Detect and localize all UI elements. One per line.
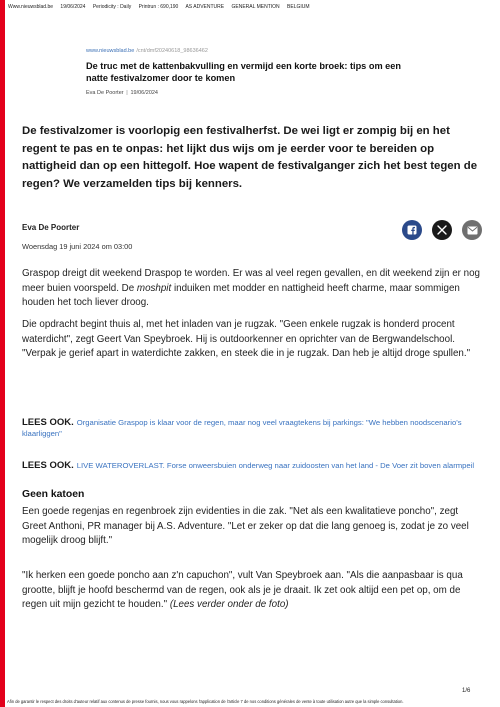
press-country: BELGIUM: [287, 4, 310, 10]
press-periodicity: Periodicity : Daily: [92, 4, 132, 10]
lees-ook-label: LEES OOK.: [22, 460, 74, 471]
mail-icon: [467, 226, 478, 235]
paragraph-4-main: "Ik herken een goede poncho aan z'n capuchon", vult Van Speybroek aan. "Als die aanpasbaar is qua grootte, blijft je hoofd beschermd van de regen, ook als je je draait. Ik zet ook altijd een pet op, om de regen uit mijn gezicht te houden.": [22, 570, 463, 611]
moshpit-italic: moshpit: [136, 282, 172, 294]
lees-ook-1: [22, 417, 482, 439]
press-date: 19/06/2024: [60, 4, 86, 10]
article-intro: De festivalzomer is voorlopig een festivalherfst. De wei ligt er zompig bij en het regent te pas en te onpas: het lijkt dus wijs om je eerder voor te bereiden op nattigheid dan op een hittegolf. Hoe wapent de festivalganger zich het best tegen de regen? We verzamelden tips bij kenners.: [22, 125, 478, 190]
paragraph-3: Een goede regenjas en regenbroek zijn evidenties in die zak. "Net als een kwalitatieve poncho", zegt Greet Anthoni, PR manager bij A.S. Adventure. "Let er zeker op dat die lang genoeg is, zodat je zo veel mogelijk droog blijft.": [22, 506, 469, 547]
legal-notice: Afin de garantir le respect des droits d'auteur relatif aux contenus de presse fournis, nous vous rappelons l'application de l'article 7 de nos conditions générales de vente à toute utilisation autre que la simple consultation.: [7, 699, 404, 704]
byline-author: Eva De Poorter: [22, 223, 80, 232]
source-article-id: /cnt/dmf20240618_98636462: [136, 48, 208, 54]
subheading: Geen katoen: [22, 489, 85, 500]
read-more-note: (Lees verder onder de foto): [169, 599, 289, 611]
share-facebook-button[interactable]: [402, 220, 422, 240]
x-icon: [437, 225, 447, 235]
paragraph-2: Die opdracht begint thuis al, met het inladen van je rugzak. "Geen enkele rugzak is honderd procent waterdicht", zegt Geert Van Speybroek. Hij is outdoorkenner en oprichter van de Bergwandelschool. "Verpak je gerief apart in waterdichte zakken, en steek die in je rugzak. Dan heb je altijd droge spullen.": [22, 319, 471, 360]
source-author: Eva De Poorter: [86, 90, 124, 96]
source-block: [86, 48, 416, 96]
press-printrun: Printrun : 690,190: [138, 4, 179, 10]
source-title: De truc met de kattenbakvulling en vermijd een korte broek: tips om een natte festivalzomer door te komen: [86, 61, 402, 83]
paragraph-1-start: Graspop dreigt dit weekend Draspop te worden. Er was al veel regen gevallen, en dit weekend zijn er nog meer buien voorspeld. De: [22, 268, 480, 294]
share-x-button[interactable]: [432, 220, 452, 240]
paragraph-1: [22, 267, 482, 311]
press-mention: GENERAL MENTION: [231, 4, 280, 10]
source-separator: ||: [125, 90, 129, 96]
left-red-bar: [0, 0, 5, 707]
source-site[interactable]: www.nieuwsblad.be: [86, 48, 135, 54]
share-mail-button[interactable]: [462, 220, 482, 240]
press-header: [8, 4, 496, 10]
paragraph-4: [22, 569, 482, 613]
facebook-icon: [406, 224, 418, 236]
press-source: Www.nieuwsblad.be: [8, 4, 54, 10]
lees-ook-2: [22, 460, 482, 471]
page-number: 1/6: [462, 688, 471, 694]
lees-ook-label: LEES OOK.: [22, 417, 74, 428]
byline-date: Woensdag 19 juni 2024 om 03:00: [22, 242, 133, 251]
lees-ook-link-graspop[interactable]: Organisatie Graspop is klaar voor de regen, maar nog veel vraagtekens bij parkings: "We hebben noodscenario's klaarliggen": [22, 418, 462, 439]
source-url[interactable]: [86, 48, 416, 54]
lees-ook-link-wateroverlast[interactable]: LIVE WATEROVERLAST. Forse onweersbuien onderweg naar zuidoosten van het land - De Voer zit boven alarmpeil: [76, 461, 475, 470]
source-meta: [86, 90, 416, 96]
press-section: AS ADVENTURE: [185, 4, 225, 10]
paragraph-1-end: induiken met modder en nattigheid heeft charme, maar sommigen houden het toch liever droog.: [22, 282, 460, 309]
source-date: 19/06/2024: [130, 90, 158, 96]
